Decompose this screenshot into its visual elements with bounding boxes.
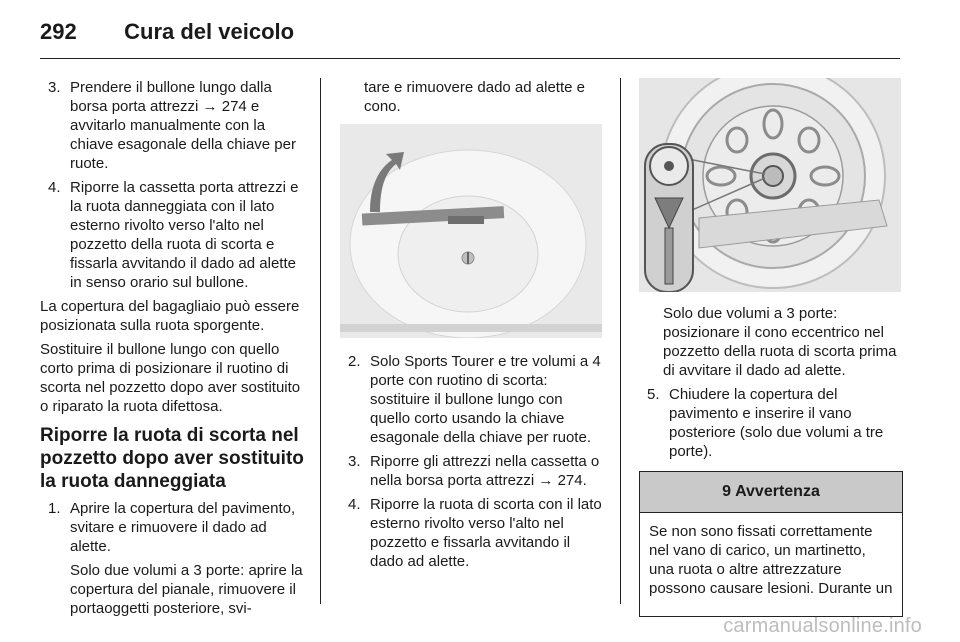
step-item — [340, 352, 606, 447]
step-text: Riporre la cassetta porta attrezzi e la ruota danneggiata con il lato esterno rivolto verso l'alto nel pozzetto della ruota di scorta e fissarla avvitando il dado ad alette in senso orario sul bullone. — [70, 179, 299, 291]
spare-wheel-cover-drawing — [340, 124, 602, 338]
step-number: 2. — [348, 353, 361, 370]
step-number: 4. — [48, 179, 61, 196]
note-text: Solo due volumi a 3 porte: posizionare il cono eccentrico nel pozzetto della ruota di scorta prima di avvitare il dado ad alette. — [663, 305, 897, 379]
step-number: 3. — [48, 79, 61, 96]
note-text: Solo due volumi a 3 porte: aprire la copertura del pianale, rimuovere il portaoggetti posteriore, svi- — [70, 562, 303, 617]
step-number: 1. — [48, 500, 61, 517]
warning-title: Avvertenza — [735, 483, 820, 500]
step-text: Solo Sports Tourer e tre volumi a 4 porte con ruotino di scorta: sostituire il bullone lungo con quello corto usando la chiave esagonale della chiave per ruote. — [370, 353, 601, 446]
spare-wheel-well-drawing — [639, 78, 901, 292]
step-item — [340, 495, 606, 571]
warning-header — [640, 472, 902, 513]
watermark: carmanualsonline.info — [723, 615, 922, 637]
section-heading: Riporre la ruota di scorta nel pozzetto dopo aver sostituito la ruota danneggiata — [40, 425, 304, 492]
step-text: Prendere il bullone lungo dalla borsa porta attrezzi → 274 e avvitarlo manualmente con la chiave esagonale della chiave per ruote. — [70, 79, 296, 172]
step-number: 4. — [348, 496, 361, 513]
step-item — [40, 78, 306, 173]
warning-icon: 9 — [722, 483, 732, 500]
step-text: Aprire la copertura del pavimento, svitare e rimuovere il dado ad alette. — [70, 500, 296, 555]
column-2 — [340, 78, 606, 576]
step-number: 5. — [647, 386, 660, 403]
page-header — [40, 14, 900, 54]
step-item — [40, 178, 306, 292]
page-title: Cura del veicolo — [124, 19, 295, 44]
spare-wheel-well-illustration — [639, 78, 901, 292]
step-text: Riporre la ruota di scorta con il lato esterno rivolto verso l'alto nel pozzetto e fissarla avvitando il dado ad alette. — [370, 496, 602, 570]
column-divider-2 — [620, 78, 621, 604]
header-rule — [40, 58, 900, 59]
warning-box — [639, 471, 903, 617]
step-item — [639, 385, 901, 461]
step-text: Chiudere la copertura del pavimento e inserire il vano posteriore (solo due volumi a tre porte). — [669, 386, 884, 460]
step-text: Riporre gli attrezzi nella cassetta o nella borsa porta attrezzi → 274. — [370, 453, 600, 489]
step-item — [40, 499, 306, 556]
column-divider-1 — [320, 78, 321, 604]
page-number: 292 — [40, 19, 77, 44]
column-1 — [40, 78, 306, 623]
spare-wheel-cover-illustration — [340, 124, 602, 338]
column-3 — [639, 78, 901, 617]
warning-text: Se non sono fissati correttamente nel vano di carico, un martinetto, una ruota o altre attrezzature possono causare lesioni. Durante un — [649, 523, 893, 597]
step-number: 3. — [348, 453, 361, 470]
body-paragraph: Sostituire il bullone lungo con quello corto prima di posizionare il ruotino di scorta nel pozzetto dopo aver sostituito o riparato la ruota difettosa. — [40, 341, 301, 415]
body-paragraph: La copertura del bagagliaio può essere posizionata sulla ruota sporgente. — [40, 298, 300, 334]
step-item — [340, 452, 606, 490]
note-continuation: tare e rimuovere dado ad alette e cono. — [364, 79, 585, 115]
